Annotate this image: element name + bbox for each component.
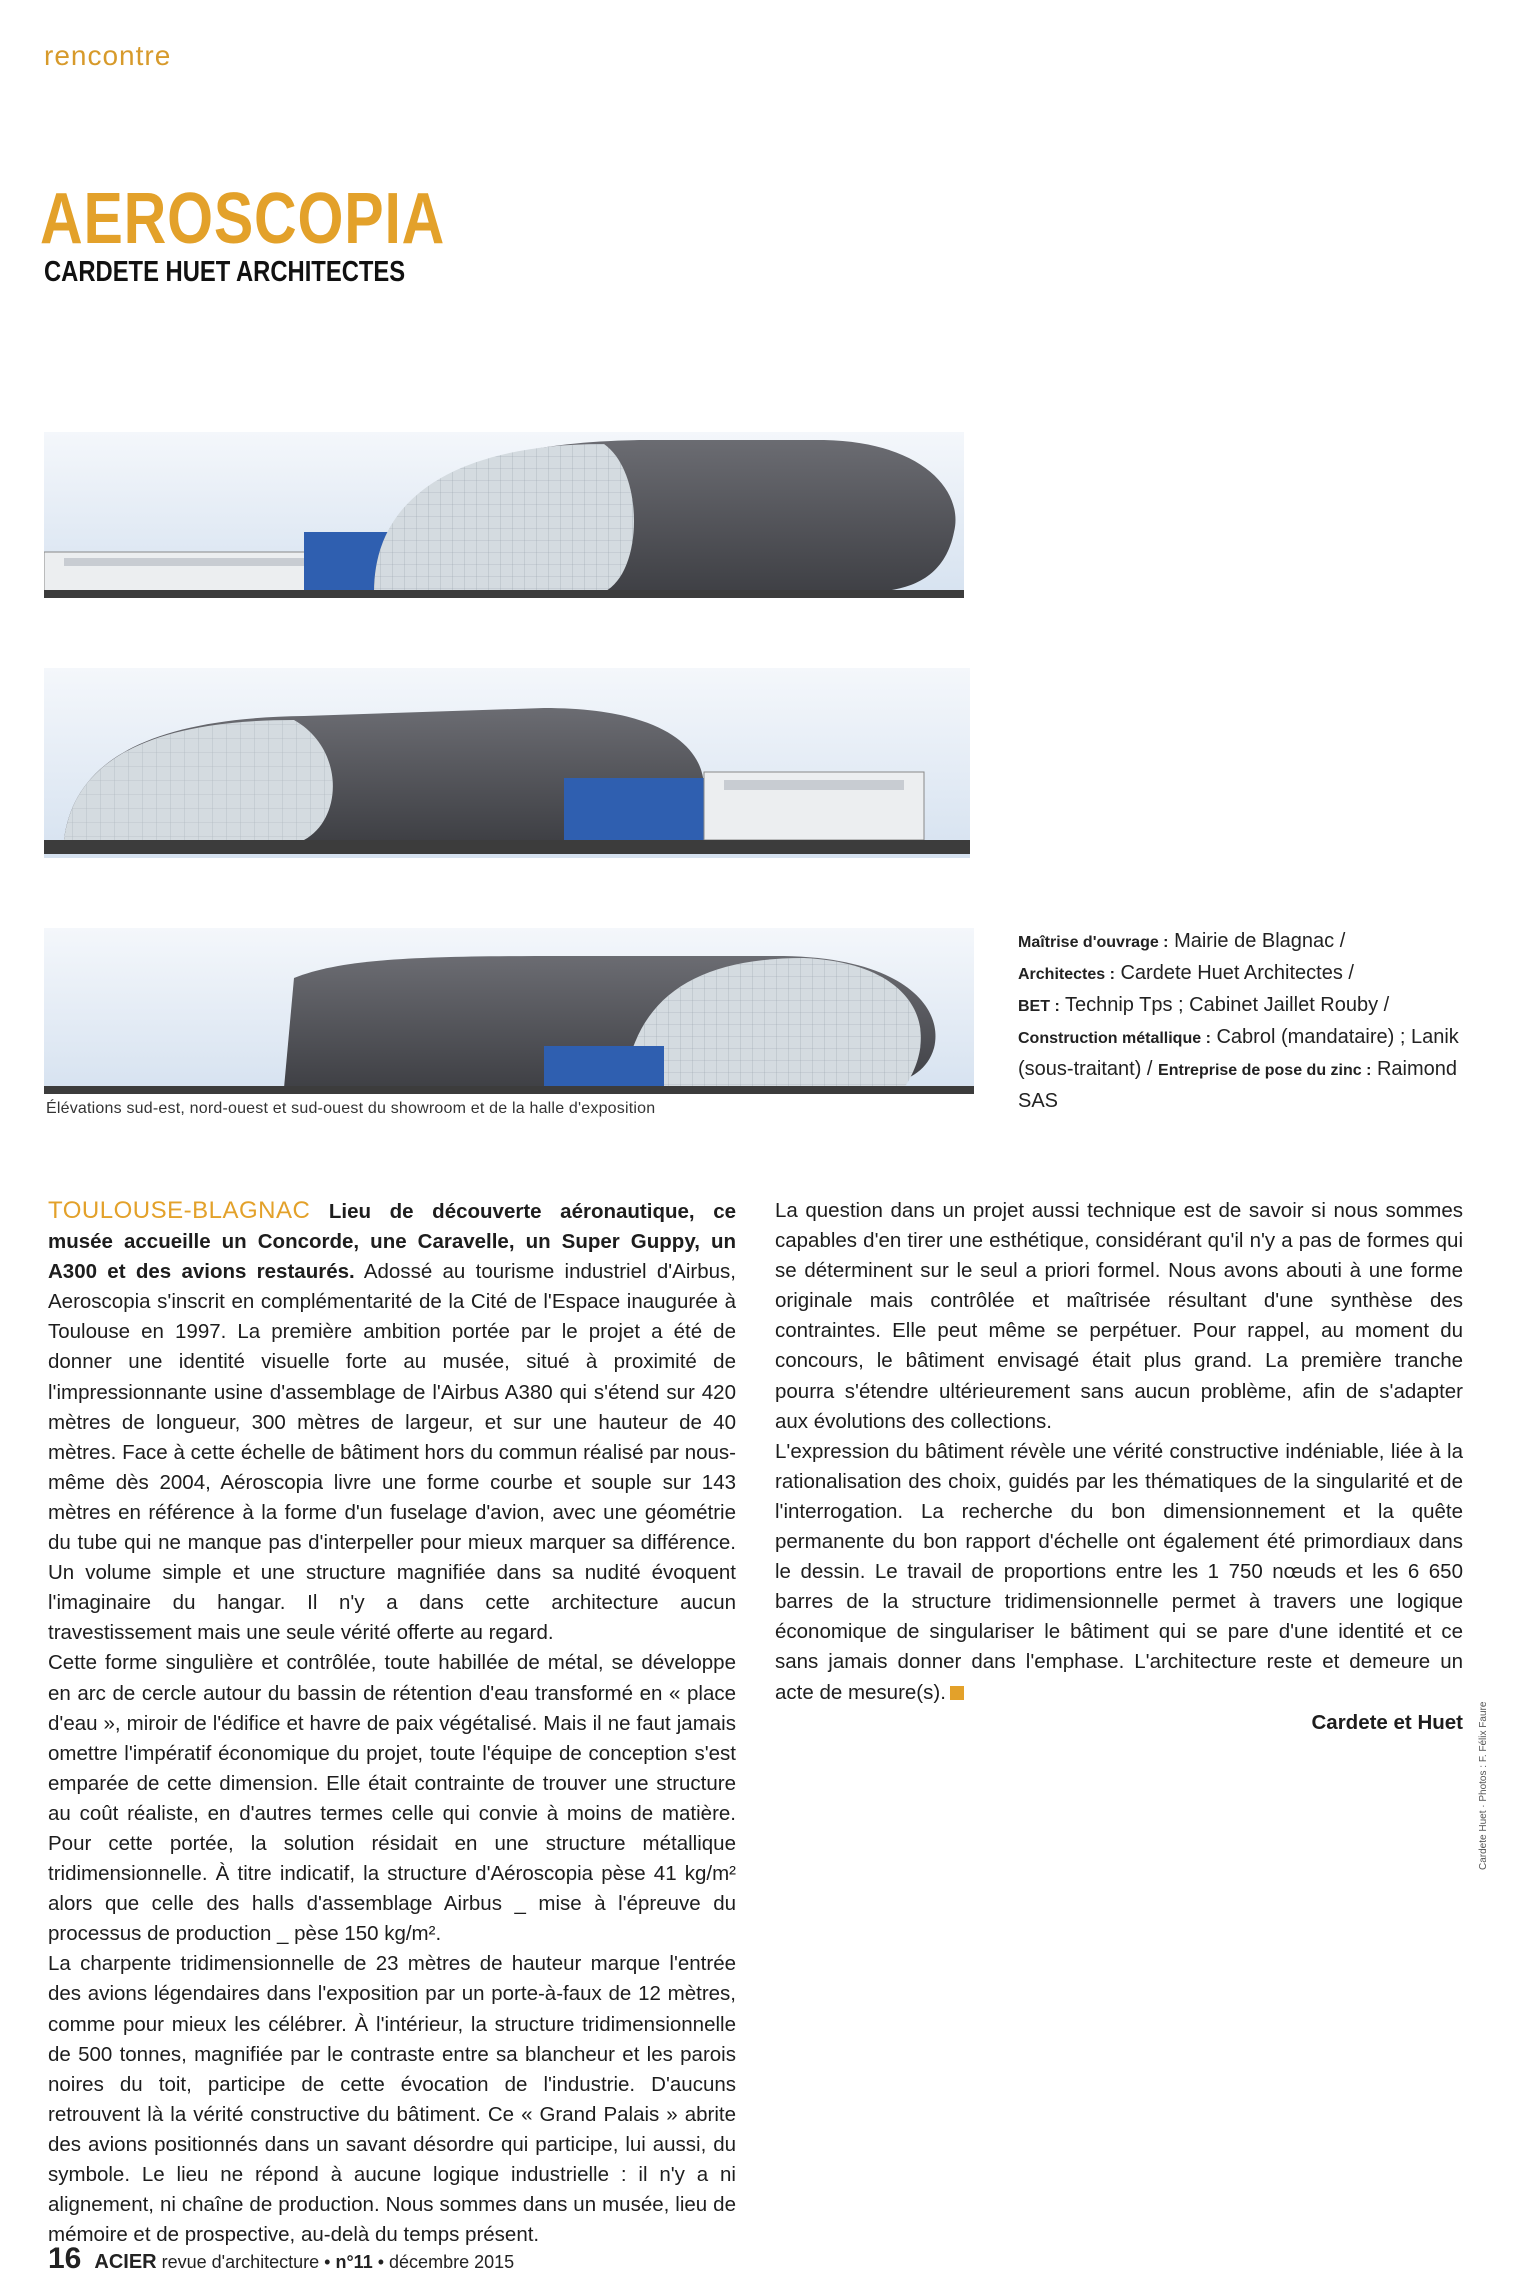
credit-label-architects: Architectes : <box>1018 966 1115 983</box>
magazine-name: ACIER <box>94 2251 157 2273</box>
figure-caption: Élévations sud-est, nord-ouest et sud-ouest du showroom et de la halle d'exposition <box>46 1100 656 1117</box>
article-column-right <box>775 1196 1463 1738</box>
article-subtitle: CARDETE HUET ARCHITECTES <box>44 256 406 288</box>
project-credits <box>1018 926 1488 1116</box>
issue-date: • décembre 2015 <box>377 2252 515 2272</box>
credit-value-architects: Cardete Huet Architectes / <box>1120 962 1354 984</box>
signature: Cardete et Huet <box>1311 1710 1463 1734</box>
page-number: 16 <box>48 2242 82 2275</box>
magazine-tagline: revue d'architecture • <box>161 2252 331 2272</box>
photo-credit: Cardete Huet · Photos : F. Félix Faure <box>1478 1701 1489 1870</box>
credit-label-owner: Maîtrise d'ouvrage : <box>1018 934 1169 951</box>
end-mark-icon <box>950 1686 964 1700</box>
elevation-image-1 <box>44 432 964 598</box>
article-title: AEROSCOPIA <box>40 179 446 259</box>
paragraph-5 <box>775 1437 1463 1708</box>
paragraph-4: La question dans un projet aussi technique est de savoir si nous sommes capables d'en tirer une esthétique, considérant qu'il n'y a pas de formes qui se déterminent sur le seul a priori formel. Nous avons abouti à une forme originale mais contrôlée et maîtrisée résultant d'une synthèse des contraintes. Elle peut même se perpétuer. Pour rappel, au moment du concours, le bâtiment envisagé était plus grand. La première tranche pourra s'étendre ultérieurement sans aucun problème, afin de s'adapter aux évolutions des collections. <box>775 1199 1463 1433</box>
section-label: rencontre <box>44 40 172 71</box>
elevation-image-2 <box>44 668 970 858</box>
paragraph-1-body: Adossé au tourisme industriel d'Airbus, Aeroscopia s'inscrit en complémentarité de la Cité de l'Espace inaugurée à Toulouse en 1997. La première ambition portée par le projet a été de donner une identité visuelle forte au musée, situé à proximité de l'impressionnante usine d'assemblage de l'Airbus A380 qui s'étend sur 420 mètres de longueur, 300 mètres de largeur, et sur une hauteur de 40 mètres. Face à cette échelle de bâtiment hors du commun réalisé par nous-même dès 2004, Aéroscopia livre une forme courbe et souple sur 143 mètres en référence à la forme d'un fuselage d'avion, avec une géométrie du tube qui ne manque pas d'interpeller pour mieux marquer sa différence. Un volume simple et une structure magnifiée dans sa nudité évoquent l'imaginaire du hangar. Il n'y a dans cette architecture aucun travestissement mais une seule vérité offerte au regard. <box>48 1260 736 1645</box>
credit-value-steel: Cabrol (mandataire) ; Lanik (sous-traitant) / <box>1018 1026 1459 1080</box>
credit-label-bet: BET : <box>1018 998 1060 1015</box>
article-column-left <box>48 1196 736 2250</box>
paragraph-1 <box>48 1196 736 1648</box>
credit-value-owner: Mairie de Blagnac / <box>1174 930 1346 952</box>
credit-value-zinc: Raimond SAS <box>1018 1058 1458 1112</box>
credit-label-steel: Construction métallique : <box>1018 1030 1211 1047</box>
lead-place: TOULOUSE-BLAGNAC <box>48 1197 311 1224</box>
paragraph-3: La charpente tridimensionnelle de 23 mètres de hauteur marque l'entrée des avions légendaires dans l'exposition par un porte-à-faux de 12 mètres, comme pour mieux les célébrer. À l'intérieur, la structure tridimensionnelle de 500 tonnes, magnifiée par le contraste entre sa blancheur et les parois noires du toit, participe de cette évocation de l'industrie. D'aucuns retrouvent là la vérité constructive du bâtiment. Ce « Grand Palais » abrite des avions positionnés dans un savant désordre qui participe, lui aussi, du symbole. Le lieu ne répond à aucune logique industrielle : il n'y a ni alignement, ni chaîne de production. Nous sommes dans un musée, lieu de mémoire et de prospective, au-delà du temps présent. <box>48 1952 736 2247</box>
page-footer <box>48 2242 514 2276</box>
issue-number: n°11 <box>335 2252 373 2272</box>
elevation-image-3 <box>44 928 974 1094</box>
credit-value-bet: Technip Tps ; Cabinet Jaillet Rouby / <box>1064 994 1390 1016</box>
credit-label-zinc: Entreprise de pose du zinc : <box>1158 1062 1372 1079</box>
lead-text: Lieu de découverte aéronautique, ce musée accueille un Concorde, une Caravelle, un Super Guppy, un A300 et des avions restaurés. <box>48 1200 736 1284</box>
paragraph-2: Cette forme singulière et contrôlée, toute habillée de métal, se développe en arc de cercle autour du bassin de rétention d'eau transformé en « place d'eau », miroir de l'édifice et havre de paix végétalisé. Mais il ne faut jamais omettre l'impératif économique du projet, toute l'équipe de conception s'est emparée de cette dimension. Elle était contrainte de trouver une structure au coût réaliste, en d'autres termes celle qui convie à moins de matière. Pour cette portée, la solution résidait en une structure métallique tridimensionnelle. À titre indicatif, la structure d'Aéroscopia pèse 41 kg/m² alors que celle des halls d'assemblage Airbus _ mise à l'épreuve du processus de production _ pèse 150 kg/m². <box>48 1651 736 1946</box>
paragraph-5-body: L'expression du bâtiment révèle une vérité constructive indéniable, liée à la rationalisation des choix, guidés par les thématiques de la singularité et de l'interrogation. La recherche du bon dimensionnement et la quête permanente du bon rapport d'échelle ont également été primordiaux dans le dessin. Le travail de proportions entre les 1 750 nœuds et les 6 650 barres de la structure tridimensionnelle permet à travers une logique économique de singulariser le bâtiment qui se pare d'une identité et ce sans jamais donner dans l'emphase. L'architecture reste et demeure un acte de mesure(s). <box>775 1439 1463 1704</box>
